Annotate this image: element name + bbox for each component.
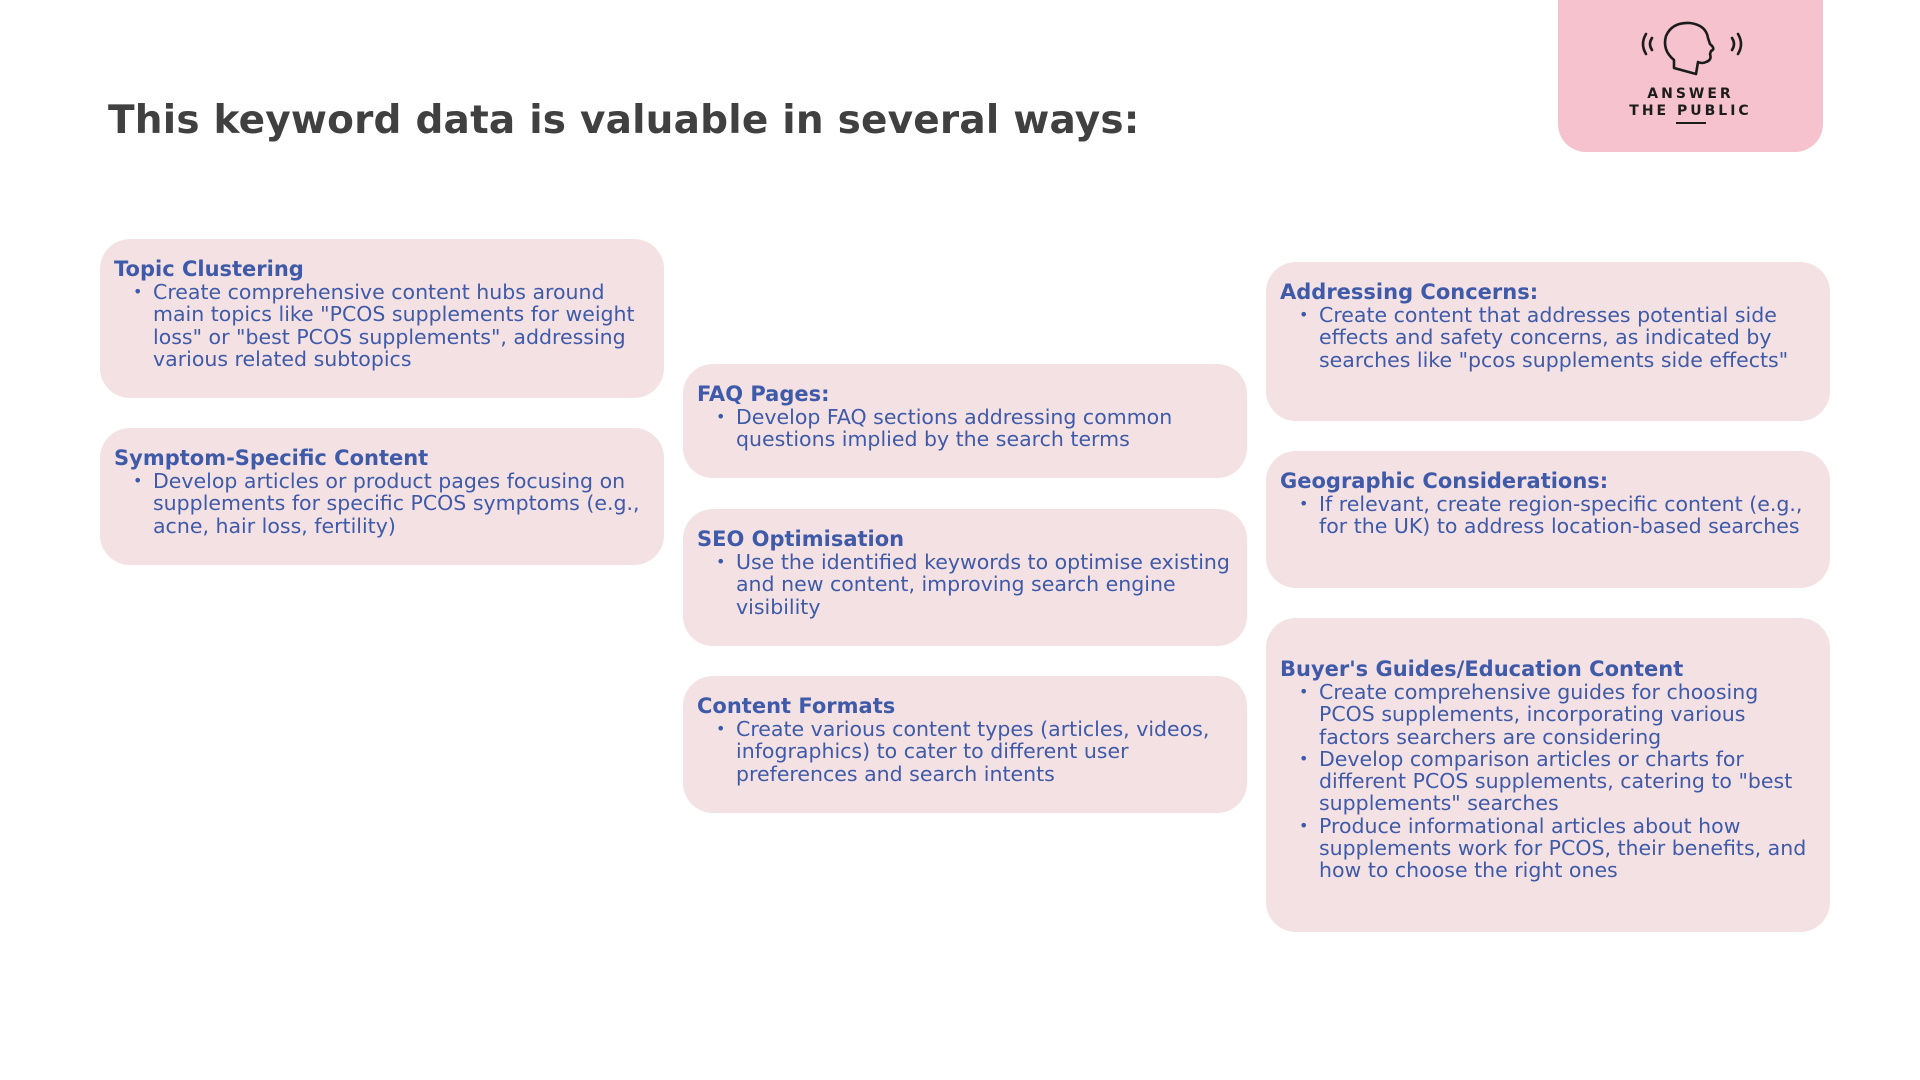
- slide-title: This keyword data is valuable in several ways:: [108, 98, 1140, 143]
- card-buyers-guides: [1266, 618, 1830, 932]
- speaking-head-icon: [1632, 20, 1752, 80]
- bullet-list: [1280, 304, 1816, 371]
- card-title: Buyer's Guides/Education Content: [1280, 657, 1684, 681]
- bullet-list: [697, 406, 1233, 451]
- card-topic-clustering: [100, 239, 664, 398]
- logo-line-answer: ANSWER: [1647, 86, 1734, 102]
- bullet-item: • Use the identified keywords to optimise existing and new content, improving search engine visibility: [736, 551, 1233, 618]
- card-geographic-considerations: [1266, 451, 1830, 588]
- card-faq-pages: [683, 364, 1247, 478]
- bullet-item: • Develop FAQ sections addressing common questions implied by the search terms: [736, 406, 1233, 451]
- card-title: Geographic Considerations:: [1280, 469, 1609, 493]
- bullet-item: • Develop comparison articles or charts for different PCOS supplements, catering to "best supplements" searches: [1319, 748, 1816, 815]
- card-addressing-concerns: [1266, 262, 1830, 421]
- bullet-item: • Produce informational articles about how supplements work for PCOS, their benefits, and how to choose the right ones: [1319, 815, 1816, 882]
- bullet-item: • Create comprehensive guides for choosing PCOS supplements, incorporating various factors searchers are considering: [1319, 681, 1816, 748]
- bullet-list: [114, 281, 650, 370]
- bullet-item: • Create comprehensive content hubs around main topics like "PCOS supplements for weight loss" or "best PCOS supplements", addressing various related subtopics: [153, 281, 650, 370]
- answer-the-public-logo: [1558, 0, 1823, 152]
- bullet-list: [697, 718, 1233, 785]
- card-content-formats: [683, 676, 1247, 813]
- card-title: Topic Clustering: [114, 257, 304, 281]
- bullet-list: [114, 470, 650, 537]
- card-seo-optimisation: [683, 509, 1247, 646]
- bullet-item: • If relevant, create region-specific content (e.g., for the UK) to address location-based searches: [1319, 493, 1816, 538]
- bullet-list: [1280, 493, 1816, 538]
- bullet-item: • Create various content types (articles, videos, infographics) to cater to different user preferences and search intents: [736, 718, 1233, 785]
- card-title: SEO Optimisation: [697, 527, 905, 551]
- logo-line-the-public: THE PUBLIC: [1629, 103, 1752, 119]
- card-title: FAQ Pages:: [697, 382, 830, 406]
- bullet-item: • Create content that addresses potential side effects and safety concerns, as indicated by searches like "pcos supplements side effects": [1319, 304, 1816, 371]
- bullet-item: • Develop articles or product pages focusing on supplements for specific PCOS symptoms (e.g., acne, hair loss, fertility): [153, 470, 650, 537]
- logo-underline: [1676, 122, 1706, 124]
- card-title: Symptom-Specific Content: [114, 446, 429, 470]
- card-title: Addressing Concerns:: [1280, 280, 1539, 304]
- bullet-list: [1280, 681, 1816, 882]
- bullet-list: [697, 551, 1233, 618]
- card-title: Content Formats: [697, 694, 896, 718]
- card-symptom-specific-content: [100, 428, 664, 565]
